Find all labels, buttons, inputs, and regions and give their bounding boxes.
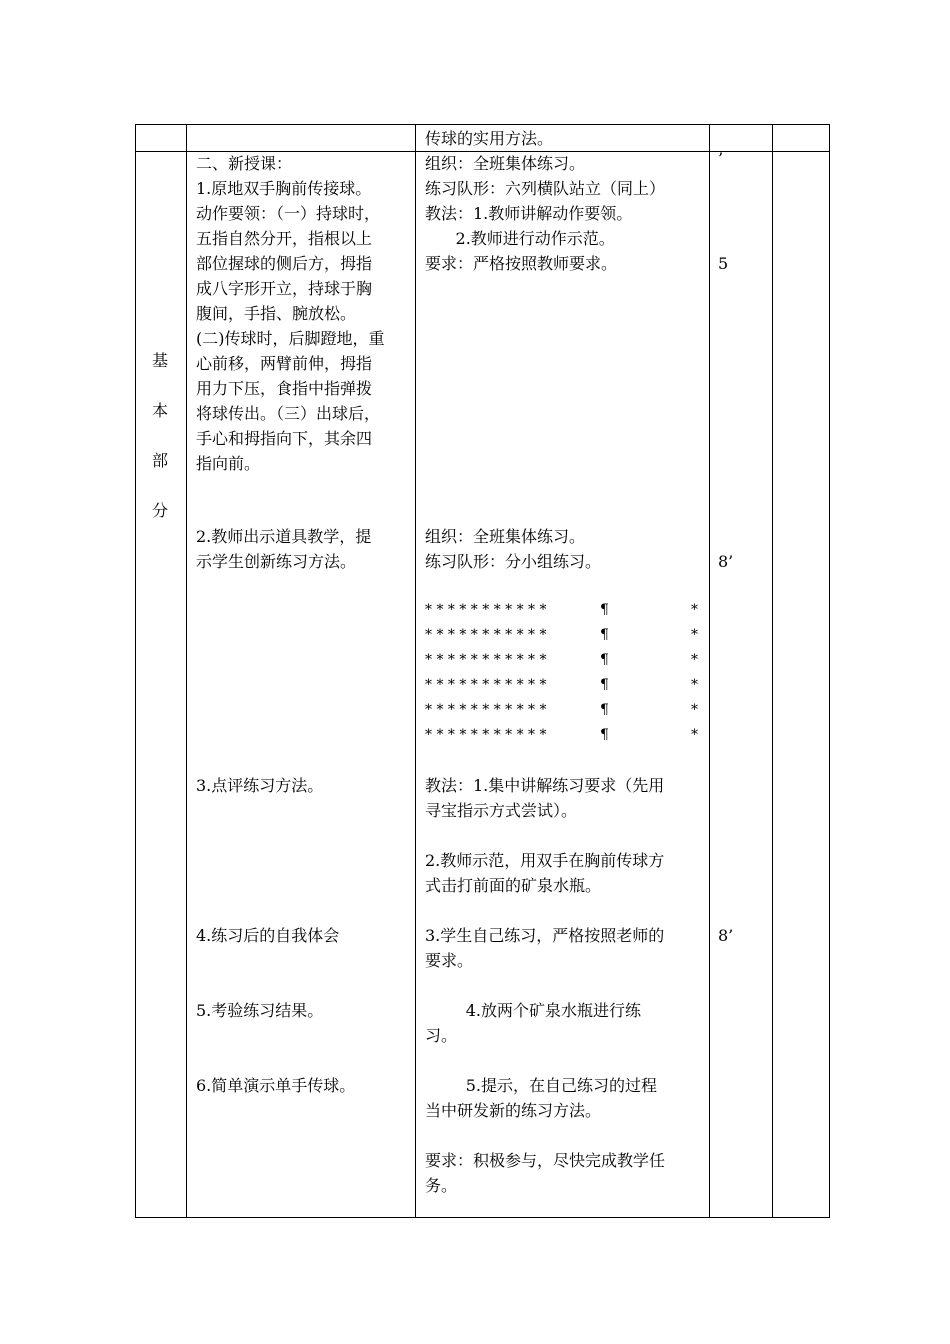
section-label-char: 部: [152, 451, 169, 470]
formation-pilcrow: ¶: [600, 602, 609, 618]
content-line: 用力下压，食指中指弹拨: [196, 379, 373, 398]
content-line: 指向前。: [196, 454, 261, 473]
formation-end-star: *: [691, 652, 698, 668]
content-line: 将球传出。（三）出球后，: [196, 404, 381, 423]
method-line: 寻宝指示方式尝试）。: [425, 801, 578, 820]
formation-pilcrow: ¶: [600, 677, 609, 693]
formation-pilcrow: ¶: [600, 627, 609, 643]
formation-end-star: *: [691, 727, 698, 743]
method-line: 2.教师示范，用双手在胸前传球方: [425, 851, 665, 870]
method-line: 教法：1.教师讲解动作要领。: [425, 204, 633, 223]
formation-pilcrow: ¶: [600, 727, 609, 743]
content-line: 成八字形开立，持球于胸: [196, 279, 373, 298]
content-line: 动作要领：（一）持球时，: [196, 204, 381, 223]
method-line: 练习队形：分小组练习。: [425, 552, 602, 571]
method-line: 5.提示，在自己练习的过程: [425, 1076, 657, 1095]
content-line: 1.原地双手胸前传接球。: [196, 179, 372, 198]
method-line: 组织：全班集体练习。: [425, 154, 586, 173]
formation-stars: * * * * * * * * * * *: [425, 652, 547, 668]
time-mark: ’: [718, 149, 724, 168]
formation-end-star: *: [691, 702, 698, 718]
content-line: 心前移，两臂前伸，拇指: [196, 354, 373, 373]
formation-pilcrow: ¶: [600, 652, 609, 668]
method-line: 要求：积极参与，尽快完成教学任: [425, 1151, 666, 1170]
content-line: 部位握球的侧后方，拇指: [196, 254, 373, 273]
content-item-5: 5.考验练习结果。: [196, 1001, 324, 1020]
method-line: 练习队形：六列横队站立（同上）: [425, 179, 666, 198]
content-item-3: 3.点评练习方法。: [196, 776, 324, 795]
section-label-char: 本: [152, 401, 169, 420]
formation-stars: * * * * * * * * * * *: [425, 727, 547, 743]
content-line: (二)传球时，后脚蹬地，重: [196, 329, 385, 348]
method-line: 式击打前面的矿泉水瓶。: [425, 876, 602, 895]
formation-stars: * * * * * * * * * * *: [425, 627, 547, 643]
content-line: 手心和拇指向下，其余四: [196, 429, 373, 448]
method-line: 组织：全班集体练习。: [425, 527, 586, 546]
method-line: 教法：1.集中讲解练习要求（先用: [425, 776, 665, 795]
method-line: 4.放两个矿泉水瓶进行练: [425, 1001, 641, 1020]
time-value: 8’: [718, 552, 734, 571]
column-divider-2: [415, 124, 416, 1218]
formation-stars: * * * * * * * * * * *: [425, 602, 547, 618]
content-item-2-line: 2.教师出示道具教学，提: [196, 527, 372, 546]
column-divider-1: [186, 124, 187, 1218]
column-divider-4: [772, 124, 773, 1218]
time-value: 8’: [718, 926, 734, 945]
content-item-2-line: 示学生创新练习方法。: [196, 552, 357, 571]
table-border-right: [829, 124, 830, 1218]
content-item-6: 6.简单演示单手传球。: [196, 1076, 356, 1095]
method-line: 务。: [425, 1176, 458, 1195]
method-line: 当中研发新的练习方法。: [425, 1101, 602, 1120]
time-value: 5: [718, 254, 729, 273]
method-line: 2.教师进行动作示范。: [425, 229, 615, 248]
method-line: 要求。: [425, 951, 474, 970]
content-heading: 二、新授课：: [196, 154, 293, 173]
formation-stars: * * * * * * * * * * *: [425, 677, 547, 693]
method-line: 要求：严格按照教师要求。: [425, 254, 618, 273]
formation-end-star: *: [691, 627, 698, 643]
formation-end-star: *: [691, 677, 698, 693]
content-line: 五指自然分开，指根以上: [196, 229, 373, 248]
column-divider-3: [709, 124, 710, 1218]
method-text-top: 传球的实用方法。: [425, 129, 554, 148]
formation-end-star: *: [691, 602, 698, 618]
formation-pilcrow: ¶: [600, 702, 609, 718]
method-line: 习。: [425, 1026, 458, 1045]
table-border-left: [135, 124, 136, 1218]
table-border-top: [135, 124, 830, 125]
section-label-char: 分: [152, 501, 169, 520]
content-line: 腹间，手指、腕放松。: [196, 304, 357, 323]
section-label-char: 基: [152, 351, 169, 370]
formation-stars: * * * * * * * * * * *: [425, 702, 547, 718]
method-line: 3.学生自己练习，严格按照老师的: [425, 926, 665, 945]
content-item-4: 4.练习后的自我体会: [196, 926, 340, 945]
table-border-bottom: [135, 1217, 830, 1218]
